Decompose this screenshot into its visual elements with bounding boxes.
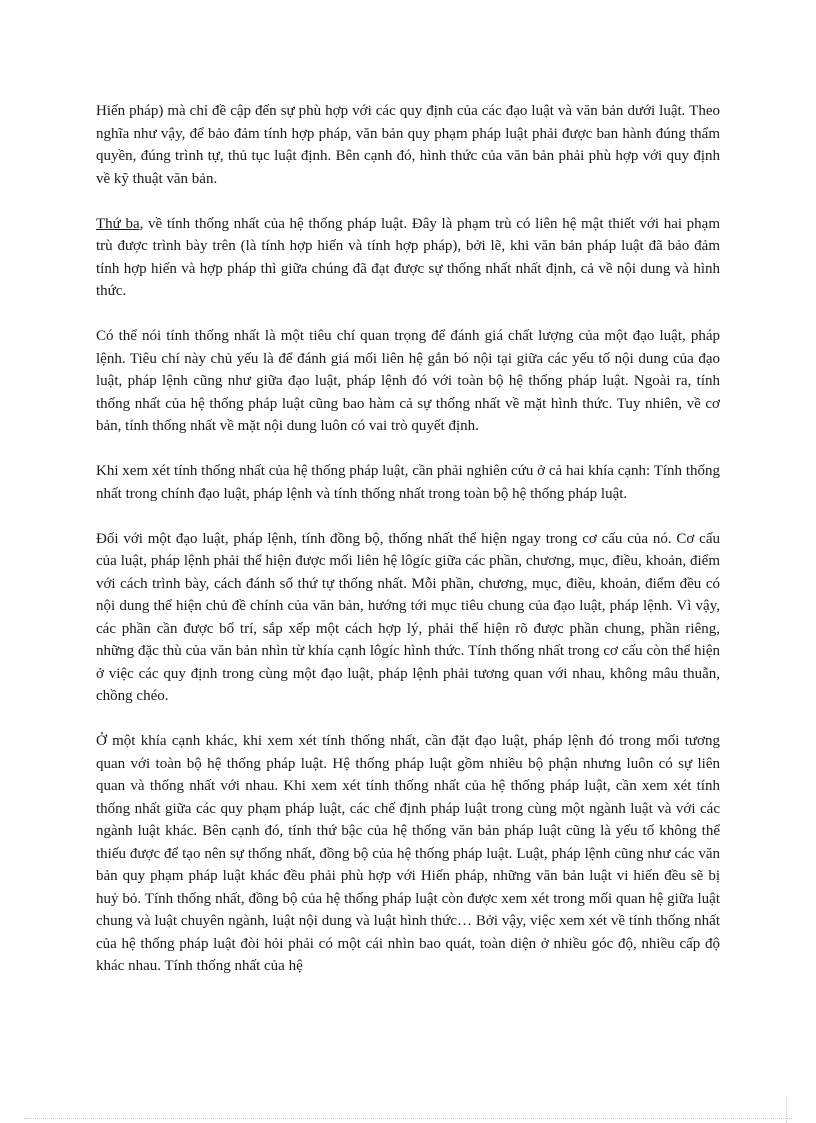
page-bottom-border — [24, 1118, 792, 1119]
paragraph-1 — [96, 100, 720, 190]
page-corner-border — [786, 1096, 787, 1123]
paragraph-text: Có thể nói tính thống nhất là một tiêu chí quan trọng để đánh giá chất lượng của một đạo luật, pháp lệnh. Tiêu chí này chủ yếu là để đánh giá mối liên hệ gắn bó nội tại giữa các yếu tố nội dung của đạo luật, pháp lệnh cũng như giữa đạo luật, pháp lệnh đó với toàn bộ hệ thống pháp luật. Ngoài ra, tính thống nhất của hệ thống pháp luật cũng bao hàm cả sự thống nhất về mặt hình thức. Tuy nhiên, về cơ bản, tính thống nhất về mặt nội dung luôn có vai trò quyết định. — [96, 328, 720, 434]
paragraph-text: Ở một khía cạnh khác, khi xem xét tính thống nhất, cần đặt đạo luật, pháp lệnh đó trong mối tương quan với toàn bộ hệ thống pháp luật. Hệ thống pháp luật gồm nhiều bộ phận nhưng luôn có sự liên quan và thống nhất với nhau. Khi xem xét tính thống nhất của hệ thống pháp luật, cần xem xét tính thống nhất giữa các quy phạm pháp luật, các chế định pháp luật trong cùng một ngành luật và với các ngành luật khác. Bên cạnh đó, tính thứ bậc của hệ thống văn bản pháp luật cũng là yếu tố không thể thiếu được để tạo nên sự thống nhất, đồng bộ của hệ thống pháp luật. Luật, pháp lệnh cũng như các văn bản quy phạm pháp luật khác đều phải phù hợp với Hiến pháp, những văn bản luật vi hiến đều sẽ bị huỷ bỏ. Tính thống nhất, đồng bộ của hệ thống pháp luật còn được xem xét trong mối quan hệ giữa luật chung và luật chuyên ngành, luật nội dung và luật hình thức… Bởi vậy, việc xem xét về tính thống nhất của hệ thống pháp luật đòi hỏi phải có một cái nhìn bao quát, toàn diện ở nhiều góc độ, nhiều cấp độ khác nhau. Tính thống nhất của hệ — [96, 733, 720, 974]
document-page — [96, 100, 720, 1000]
paragraph-text: Khi xem xét tính thống nhất của hệ thống pháp luật, cần phải nghiên cứu ở cả hai khía cạnh: Tính thống nhất trong chính đạo luật, pháp lệnh và tính thống nhất trong toàn bộ hệ thống pháp luật. — [96, 463, 720, 502]
paragraph-text: Hiến pháp) mà chỉ đề cập đến sự phù hợp với các quy định của các đạo luật và văn bản dưới luật. Theo nghĩa như vậy, để bảo đảm tính hợp pháp, văn bản quy phạm pháp luật phải được ban hành đúng thẩm quyền, đúng trình tự, thủ tục luật định. Bên cạnh đó, hình thức của văn bản phải phù hợp với quy định về kỹ thuật văn bản. — [96, 103, 720, 187]
paragraph-3 — [96, 325, 720, 438]
paragraph-4 — [96, 460, 720, 505]
paragraph-6 — [96, 730, 720, 978]
paragraph-2 — [96, 213, 720, 303]
paragraph-5 — [96, 528, 720, 708]
paragraph-text: Đối với một đạo luật, pháp lệnh, tính đồng bộ, thống nhất thể hiện ngay trong cơ cấu của nó. Cơ cấu của luật, pháp lệnh phải thể hiện được mối liên hệ lôgíc giữa các phần, chương, mục, điều, khoản, điểm với cách trình bày, cách đánh số thứ tự thống nhất. Mỗi phần, chương, mục, điều, khoản, điểm đều có nội dung thể hiện chủ đề chính của văn bản, hướng tới mục tiêu chung của đạo luật, pháp lệnh. Vì vậy, các phần cần được bố trí, sắp xếp một cách hợp lý, phải thể hiện rõ được phần chung, phần riêng, những đặc thù của văn bản nhìn từ khía cạnh lôgíc hình thức. Tính thống nhất trong cơ cấu còn thể hiện ở việc các quy định trong cùng một đạo luật, pháp lệnh phải tương quan với nhau, không mâu thuẫn, chồng chéo. — [96, 530, 720, 704]
paragraph-text: , về tính thống nhất của hệ thống pháp luật. Đây là phạm trù có liên hệ mật thiết với hai phạm trù được trình bày trên (là tính hợp hiến và tính hợp pháp), bởi lẽ, khi văn bản pháp luật đã bảo đảm tính hợp hiến và hợp pháp thì giữa chúng đã đạt được sự thống nhất nhất định, cả về nội dung và hình thức. — [96, 215, 721, 299]
paragraph-lead-underlined: Thứ ba — [96, 215, 140, 232]
